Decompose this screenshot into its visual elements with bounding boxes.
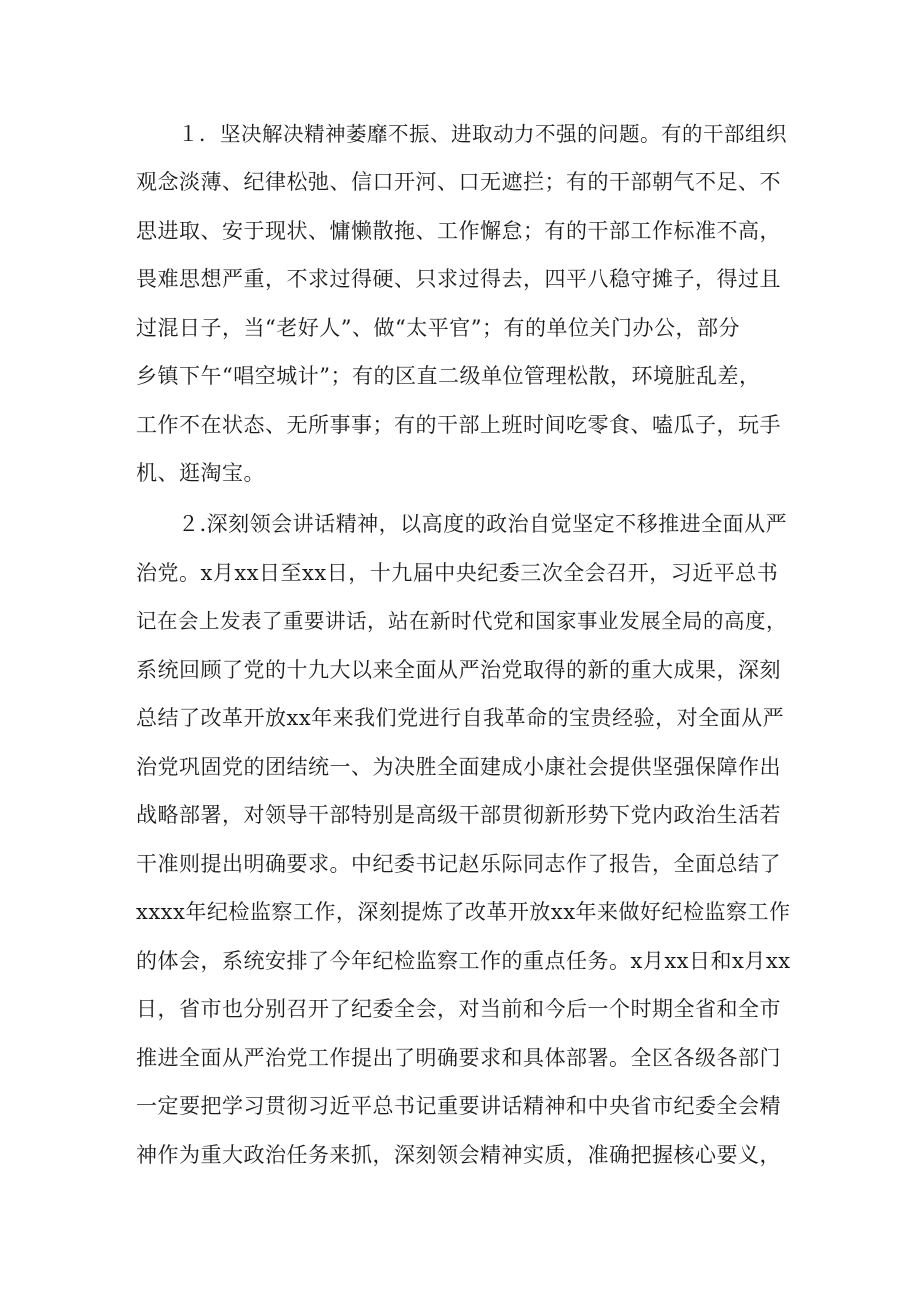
paragraph-line: 观念淡薄、纪律松弛、信口开河、口无遮拦；有的干部朝气不足、不 <box>136 170 781 194</box>
paragraph-line: 的体会，系统安排了今年纪检监察工作的重点任务。x月xx日和x月xx <box>136 949 791 973</box>
paragraph-line: 机、逛淘宝。 <box>136 461 265 485</box>
paragraph-line: 治党巩固党的团结统一、为决胜全面建成小康社会提供坚强保障作出 <box>136 755 781 779</box>
paragraph-line: 系统回顾了党的十九大以来全面从严治党取得的新的重大成果，深刻 <box>136 658 781 682</box>
paragraph-line: 思进取、安于现状、慵懒散拖、工作懈怠；有的干部工作标准不高， <box>136 219 781 243</box>
paragraph-line: １．坚决解决精神萎靡不振、进取动力不强的问题。有的干部组织 <box>178 122 787 146</box>
paragraph-line: 记在会上发表了重要讲话，站在新时代党和国家事业发展全局的高度， <box>136 609 787 633</box>
paragraph-line: 一定要把学习贯彻习近平总书记重要讲话精神和中央省市纪委全会精 <box>136 1094 781 1118</box>
paragraph-line: 总结了改革开放xx年来我们党进行自我革命的宝贵经验，对全面从严 <box>136 706 785 730</box>
paragraph-line: ２.深刻领会讲话精神，以高度的政治自觉坚定不移推进全面从严 <box>178 512 788 536</box>
paragraph-line: 战略部署，对领导干部特别是高级干部贯彻新形势下党内政治生活若 <box>136 803 781 827</box>
paragraph-line: xxxx年纪检监察工作，深刻提炼了改革开放xx年来做好纪检监察工作 <box>136 900 791 924</box>
paragraph-line: 干准则提出明确要求。中纪委书记赵乐际同志作了报告，全面总结了 <box>136 852 781 876</box>
paragraph-line: 神作为重大政治任务来抓，深刻领会精神实质，准确把握核心要义， <box>136 1143 781 1167</box>
paragraph-line: 乡镇下午“唱空城计”；有的区直二级单位管理松散，环境脏乱差， <box>136 364 761 388</box>
paragraph-line: 日，省市也分别召开了纪委全会，对当前和今后一个时期全省和全市 <box>136 997 781 1021</box>
paragraph-line: 推进全面从严治党工作提出了明确要求和具体部署。全区各级各部门 <box>136 1046 781 1070</box>
paragraph-line: 工作不在状态、无所事事；有的干部上班时间吃零食、嗑瓜子，玩手 <box>136 413 781 437</box>
paragraph-line: 过混日子，当“老好人”、做“太平官”；有的单位关门办公，部分 <box>136 316 740 340</box>
paragraph-line: 畏难思想严重，不求过得硬、只求过得去，四平八稳守摊子，得过且 <box>136 267 781 291</box>
paragraph-line: 治党。x月xx日至xx日，十九届中央纪委三次全会召开，习近平总书 <box>136 561 779 585</box>
